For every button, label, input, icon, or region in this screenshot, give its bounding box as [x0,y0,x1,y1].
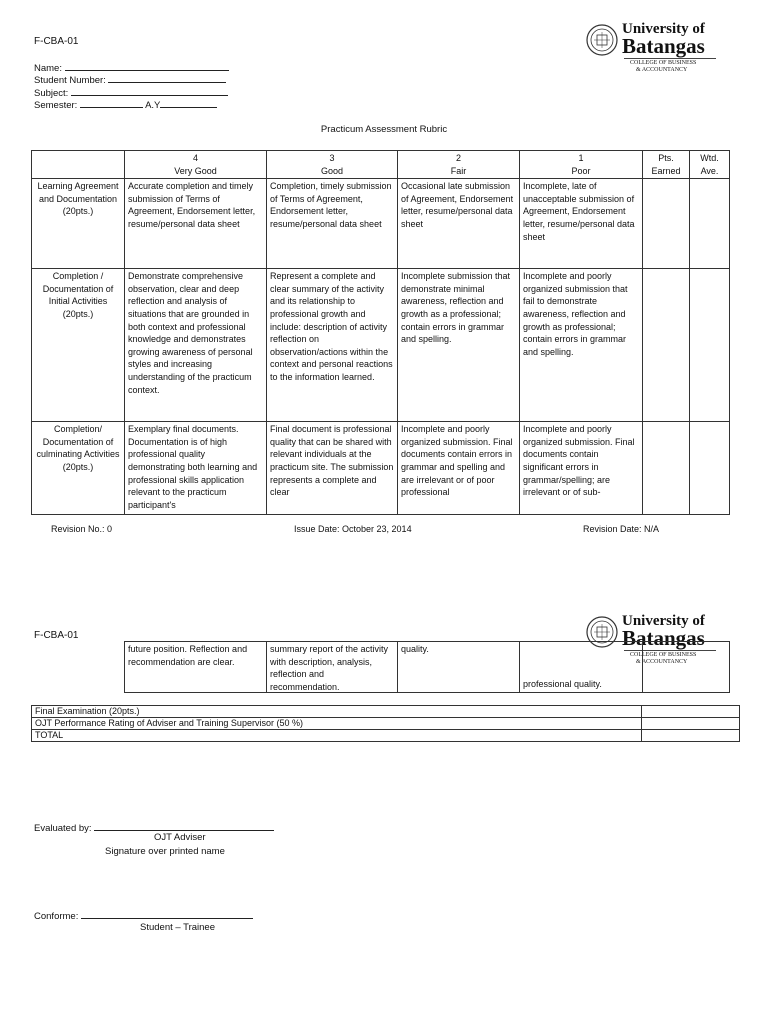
criterion-cell: Completion/ Documentation of culminating Activities (20pts.) [32,422,125,515]
header-pts-earned: Pts. Earned [643,151,690,179]
pts-earned-input[interactable] [643,179,690,269]
rubric-table [31,150,730,515]
university-name-line2: Batangas [622,34,705,58]
subject-field[interactable]: Subject: [34,86,228,99]
pts-earned-input[interactable] [643,422,690,515]
poor-cell: Incomplete and poorly organized submission. Final documents contain significant errors in grammar/spelling; are irrelevant or of sub- [520,422,643,515]
issue-date: Issue Date: October 23, 2014 [294,524,412,534]
good-continuation: summary report of the activity with description, analysis, reflection and recommendation. [267,642,398,693]
criterion-cell: Learning Agreement and Documentation (20pts.) [32,179,125,269]
summary-score-input[interactable] [642,706,740,718]
header-criteria [32,151,125,179]
good-cell: Completion, timely submission of Terms of Agreement, Endorsement letter, resume/personal data sheet [267,179,398,269]
fair-cell: Occasional late submission of Agreement, Endorsement letter, resume/personal data sheet [398,179,520,269]
revision-date: Revision Date: N/A [583,524,660,534]
fair-cell: Incomplete and poorly organized submission. Final documents contain errors in grammar and spelling and are irrelevant or of poor professional [398,422,520,515]
university-seal-icon [586,24,618,56]
summary-table [31,705,740,742]
continuation-table [124,641,730,693]
student-trainee-label: Student – Trainee [140,922,215,933]
university-name-line1: University of [622,21,705,37]
poor-continuation: professional quality. [520,642,643,693]
score-continuation[interactable] [643,642,730,693]
summary-row-ojt-rating [32,718,740,730]
rubric-header-row [32,151,730,179]
summary-row-total [32,730,740,742]
poor-cell: Incomplete and poorly organized submission that fail to demonstrate awareness, reflection and growth as professional; contain errors in grammar and spelling. [520,269,643,422]
rubric-row-learning-agreement [32,179,730,269]
poor-cell: Incomplete, late of unacceptable submission of Agreement, Endorsement letter, resume/personal data sheet [520,179,643,269]
summary-label: TOTAL [32,730,642,742]
summary-row-final-exam [32,706,740,718]
pts-earned-input[interactable] [643,269,690,422]
header-good: 3 Good [267,151,398,179]
good-cell: Final document is professional quality that can be shared with relevant individuals at the practicum site. The submission represents a complete and clear [267,422,398,515]
wtd-ave-input[interactable] [690,179,730,269]
revision-number: Revision No.: 0 [51,524,113,534]
rubric-row-culminating-activities [32,422,730,515]
college-name: COLLEGE OF BUSINESS & ACCOUNTANCY [630,652,697,665]
semester-field[interactable]: Semester: A.Y [34,98,217,111]
form-code: F-CBA-01 [34,36,79,47]
university-logo [586,21,721,73]
college-name: COLLEGE OF BUSINESS & ACCOUNTANCY [630,60,697,73]
header-very-good: 4 Very Good [125,151,267,179]
very-good-cell: Accurate completion and timely submission of Terms of Agreement, Endorsement letter, resume/personal data sheet [125,179,267,269]
signature-label: Signature over printed name [105,846,225,857]
university-name-line1: University of [622,613,705,629]
fair-continuation: quality. [398,642,520,693]
very-good-cell: Exemplary final documents. Documentation is of high professional quality demonstrating both learning and professional skills application relevant to the practicum participant's [125,422,267,515]
adviser-label: OJT Adviser [154,832,206,843]
wtd-ave-input[interactable] [690,269,730,422]
header-poor: 1 Poor [520,151,643,179]
university-name-line2: Batangas [622,626,705,650]
rubric-title: Practicum Assessment Rubric [320,124,448,135]
student-number-field[interactable]: Student Number: [34,73,226,86]
summary-label: OJT Performance Rating of Adviser and Training Supervisor (50 %) [32,718,642,730]
wtd-ave-input[interactable] [690,422,730,515]
header-wtd-ave: Wtd. Ave. [690,151,730,179]
form-code-page2: F-CBA-01 [34,630,79,641]
summary-score-input[interactable] [642,718,740,730]
summary-score-input[interactable] [642,730,740,742]
evaluated-by-field[interactable]: Evaluated by: [34,821,274,834]
conforme-field[interactable]: Conforme: [34,909,253,922]
very-good-continuation: future position. Reflection and recommendation are clear. [125,642,267,693]
rubric-row-initial-activities [32,269,730,422]
criterion-cell: Completion / Documentation of Initial Activities (20pts.) [32,269,125,422]
name-field[interactable]: Name: [34,61,229,74]
very-good-cell: Demonstrate comprehensive observation, clear and deep reflection and analysis of situations that are grounded in both context and professional knowledge and demonstrates growing awareness of personal styles and increasing understanding of the practicum context. [125,269,267,422]
summary-label: Final Examination (20pts.) [32,706,642,718]
good-cell: Represent a complete and clear summary of the activity and its relationship to professional growth and include: description of activity reflection on observation/actions within the context and personal reactions to the information learned. [267,269,398,422]
continuation-row [125,642,730,693]
fair-cell: Incomplete submission that demonstrate minimal awareness, reflection and growth as a professional; contain errors in grammar and spelling. [398,269,520,422]
header-fair: 2 Fair [398,151,520,179]
